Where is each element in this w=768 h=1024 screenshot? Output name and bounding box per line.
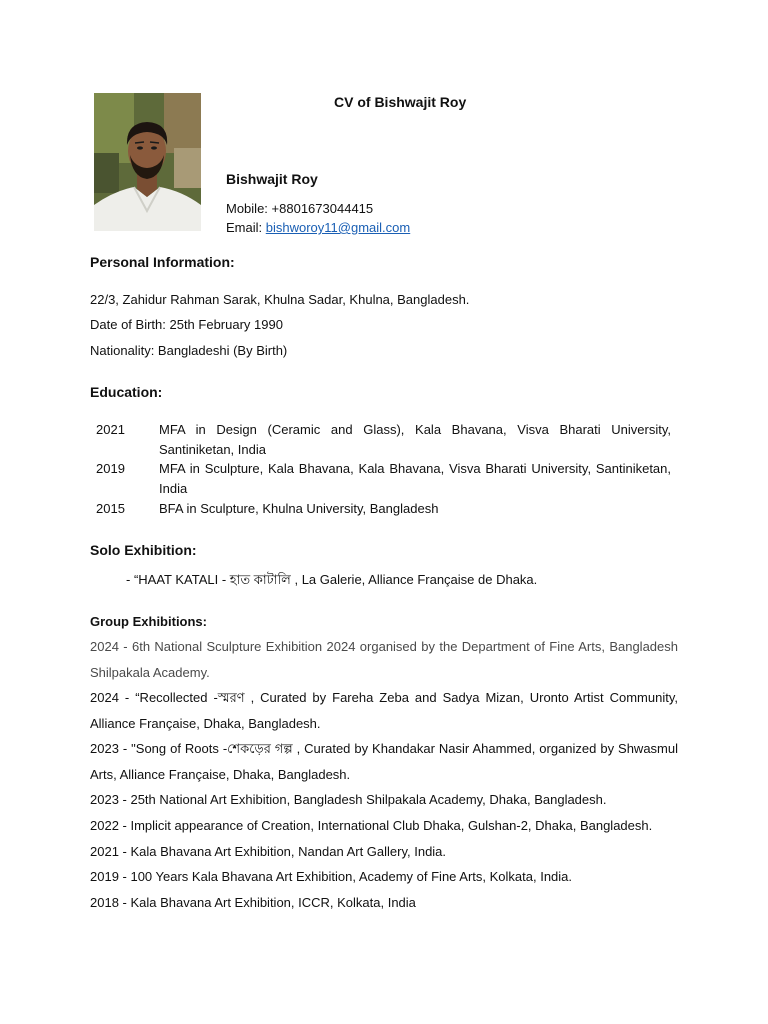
address-line: 22/3, Zahidur Rahman Sarak, Khulna Sadar, Khulna, Bangladesh. bbox=[90, 292, 470, 307]
group-exhibition-item: 2022 - Implicit appearance of Creation, International Club Dhaka, Gulshan-2, Dhaka, Bangladesh. bbox=[90, 818, 653, 833]
email-label: Email: bbox=[226, 220, 263, 235]
group-exhibitions-heading: Group Exhibitions: bbox=[90, 614, 207, 629]
group-exhibition-item: 2024 - 6th National Sculpture Exhibition 2024 organised by the Department of Fine Arts, Bangladesh Shilpakala Academy. bbox=[90, 639, 678, 680]
education-description: BFA in Sculpture, Khulna University, Bangladesh bbox=[159, 501, 439, 516]
group-exhibition-item: 2019 - 100 Years Kala Bhavana Art Exhibition, Academy of Fine Arts, Kolkata, India. bbox=[90, 869, 573, 884]
nationality-line: Nationality: Bangladeshi (By Birth) bbox=[90, 343, 288, 358]
group-exhibition-item: 2018 - Kala Bhavana Art Exhibition, ICCR, Kolkata, India bbox=[90, 895, 416, 910]
mobile-number: +8801673044415 bbox=[271, 201, 374, 216]
document-title: CV of Bishwajit Roy bbox=[334, 94, 467, 110]
group-exhibition-item: 2024 - “Recollected -স্মরণ , Curated by Fareha Zeba and Sadya Mizan, Uronto Artist Community, Alliance Française, Dhaka, Bangladesh. bbox=[90, 690, 678, 731]
profile-photo bbox=[94, 93, 201, 231]
solo-exhibition-heading: Solo Exhibition: bbox=[90, 542, 197, 558]
email-line bbox=[226, 220, 410, 235]
education-year: 2019 bbox=[96, 461, 125, 476]
education-description: MFA in Sculpture, Kala Bhavana, Kala Bhavana, Visva Bharati University, Santiniketan, India bbox=[159, 461, 671, 496]
education-year: 2015 bbox=[96, 501, 125, 516]
dob-line: Date of Birth: 25th February 1990 bbox=[90, 317, 283, 332]
profile-name: Bishwajit Roy bbox=[226, 171, 318, 187]
education-heading: Education: bbox=[90, 384, 163, 400]
group-exhibition-item: 2023 - "Song of Roots -শেকড়ের গল্প , Curated by Khandakar Nasir Ahammed, organized by Shwasmul Arts, Alliance Française, Dhaka, Bangladesh. bbox=[90, 741, 678, 782]
personal-info-heading: Personal Information: bbox=[90, 254, 235, 270]
group-exhibition-item: 2021 - Kala Bhavana Art Exhibition, Nandan Art Gallery, India. bbox=[90, 844, 447, 859]
mobile-line bbox=[226, 201, 373, 216]
education-year: 2021 bbox=[96, 422, 125, 437]
solo-exhibition-item: - “HAAT KATALI - হাত কাটালি , La Galerie, Alliance Française de Dhaka. bbox=[126, 572, 538, 587]
mobile-label: Mobile: bbox=[226, 201, 268, 216]
email-link[interactable]: bishworoy11@gmail.com bbox=[265, 220, 411, 235]
education-description: MFA in Design (Ceramic and Glass), Kala Bhavana, Visva Bharati University, Santiniketan, India bbox=[159, 422, 671, 457]
group-exhibition-item: 2023 - 25th National Art Exhibition, Bangladesh Shilpakala Academy, Dhaka, Bangladesh. bbox=[90, 792, 607, 807]
